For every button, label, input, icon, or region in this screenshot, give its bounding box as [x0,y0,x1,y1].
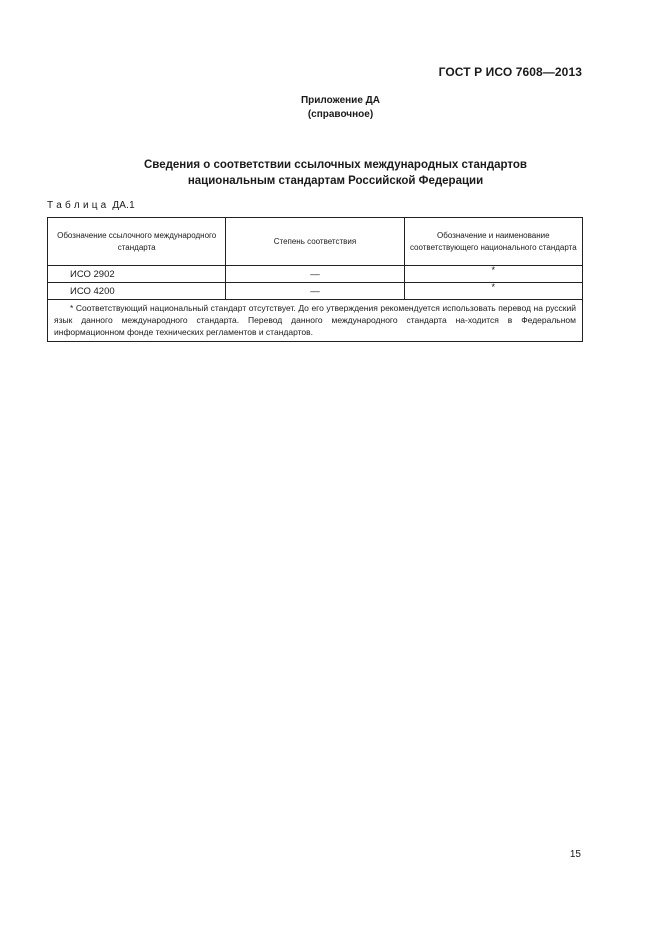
footnote-text: * Соответствующий национальный стандарт отсутствует. До его утверждения рекомендуется использовать перевод на русский язык данного международного стандарта. Перевод данного международного стандарта на-ходится в Федеральном информационном фонде технических регламентов и стандартов. [54,303,576,337]
standard-code: ГОСТ Р ИСО 7608—2013 [438,65,582,79]
cell-national-standard [404,283,582,300]
footnote-mark: * [491,281,496,292]
column-header-national-standard: Обозначение и наименование соответствующего национального стандарта [404,218,582,266]
appendix-label: Приложение ДА [300,95,381,106]
title-line-1: Сведения о соответствии ссылочных международных стандартов [143,159,527,171]
document-title [0,157,661,189]
cell-degree: — [226,266,404,283]
cell-reference-standard: ИСО 2902 [48,266,226,283]
column-header-degree: Степень соответствия [226,218,404,266]
footnote-mark: * [491,264,496,275]
page-number: 15 [569,849,581,860]
table-caption: Т а б л и ц а ДА.1 [47,200,135,211]
table-row [48,266,583,283]
cell-national-standard [404,266,582,283]
cell-degree: — [226,283,404,300]
table-header-row [48,218,583,266]
correspondence-table [47,217,583,342]
table-row [48,283,583,300]
table-footnote [48,300,583,342]
cell-reference-standard: ИСО 4200 [48,283,226,300]
column-header-reference-standard: Обозначение ссылочного международного стандарта [48,218,226,266]
appendix-heading [0,94,661,122]
title-line-2: национальным стандартам Российской Федерации [187,175,484,187]
table-footnote-row [48,300,583,342]
appendix-type: (справочное) [307,109,374,120]
